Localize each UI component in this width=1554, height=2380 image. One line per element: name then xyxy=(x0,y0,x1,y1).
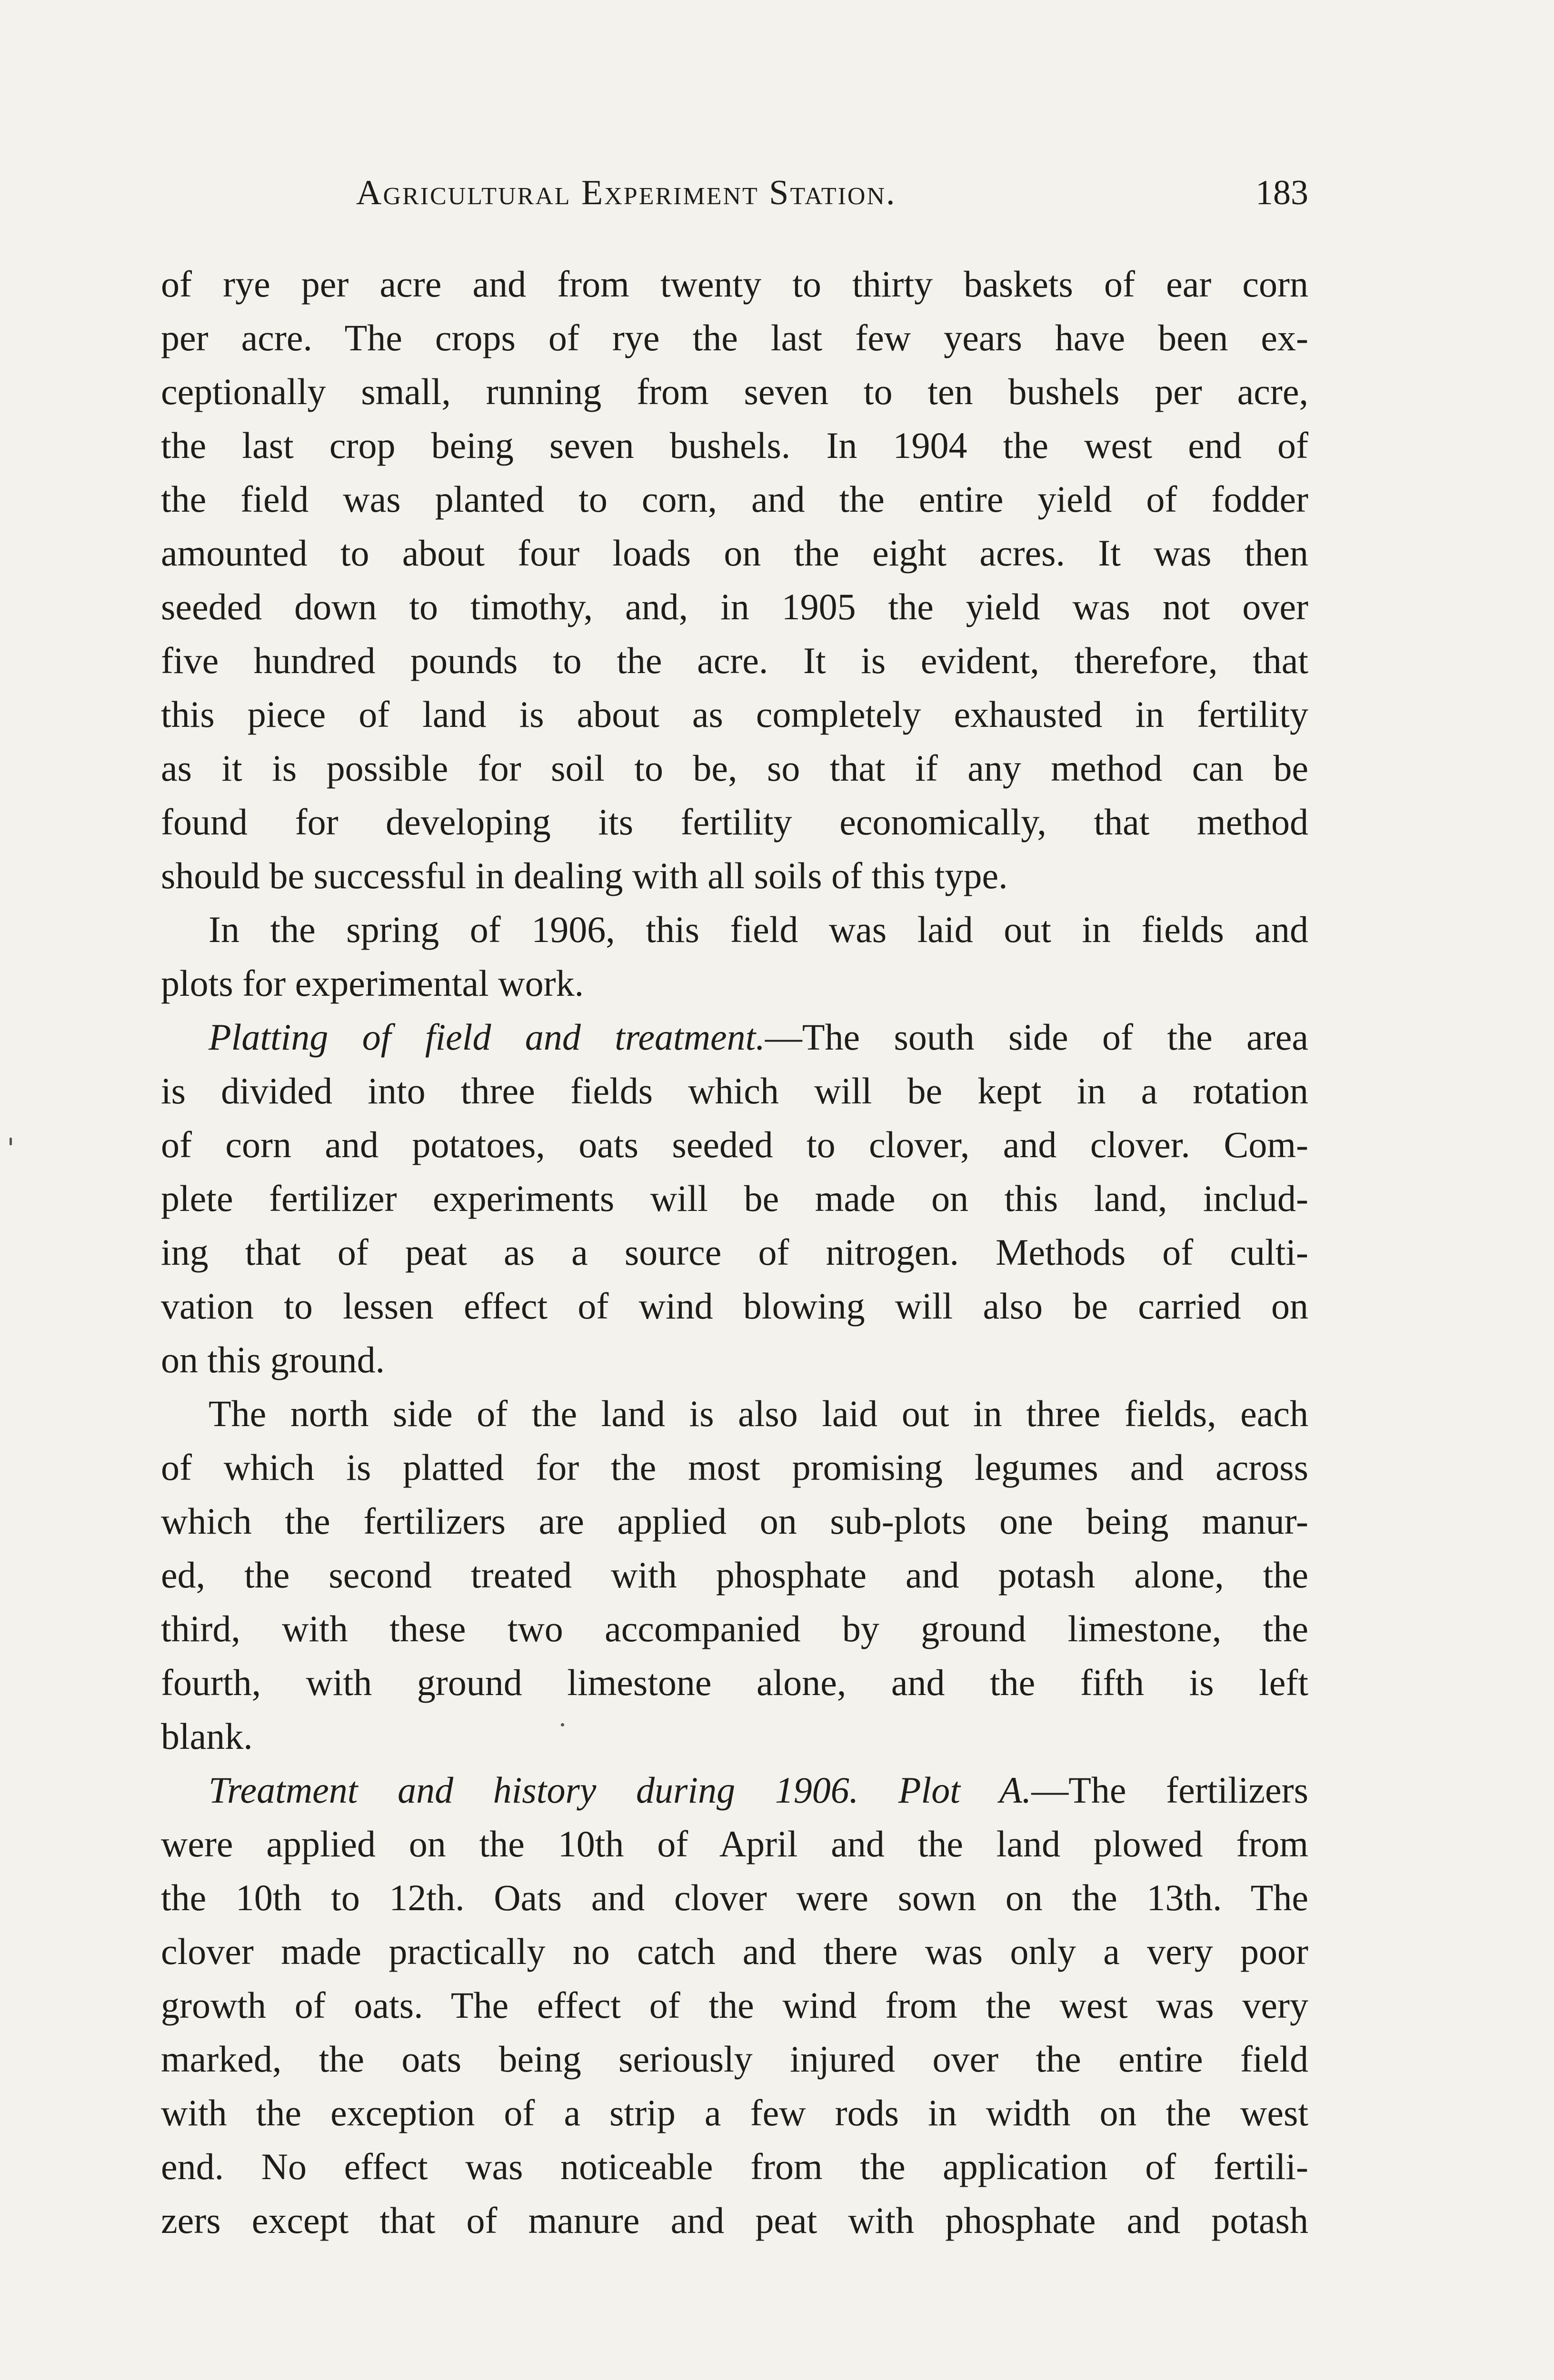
text-line: growth of oats. The effect of the wind from the west was very xyxy=(161,1984,1308,2026)
page-number: 183 xyxy=(1255,173,1308,212)
ink-speck xyxy=(10,1138,12,1145)
text-line: plete fertilizer experiments will be made on this land, includ- xyxy=(161,1178,1308,1219)
paragraph-4 xyxy=(161,1387,1308,1763)
text-line: per acre. The crops of rye the last few years have been ex- xyxy=(161,317,1308,358)
text-line: In the spring of 1906, this field was laid out in fields and xyxy=(209,909,1308,950)
ink-speck xyxy=(561,1723,564,1726)
text-line: this piece of land is about as completely exhausted in fertility xyxy=(161,694,1308,735)
text-line: plots for experimental work. xyxy=(161,962,584,1004)
text-line: blank. xyxy=(161,1716,253,1757)
text-line: clover made practically no catch and there was only a very poor xyxy=(161,1931,1308,1972)
text-line: amounted to about four loads on the eight acres. It was then xyxy=(161,532,1308,574)
text-line: found for developing its fertility economically, that method xyxy=(161,801,1308,843)
text-line: third, with these two accompanied by ground limestone, the xyxy=(161,1608,1308,1649)
text-line: is divided into three fields which will be kept in a rotation xyxy=(161,1070,1308,1111)
running-head: Agricultural Experiment Station. xyxy=(356,173,897,212)
text-line: vation to lessen effect of wind blowing will also be carried on xyxy=(161,1285,1308,1327)
page-body xyxy=(161,257,1308,2247)
text-line: end. No effect was noticeable from the application of fertili- xyxy=(161,2146,1308,2187)
italic-heading: Platting of field and treatment. xyxy=(209,1016,765,1058)
text-line: ceptionally small, running from seven to ten bushels per acre, xyxy=(161,371,1308,412)
text-line: The north side of the land is also laid out in three fields, each xyxy=(209,1393,1308,1434)
text-line: ing that of peat as a source of nitrogen. Methods of culti- xyxy=(161,1231,1308,1273)
text-line: as it is possible for soil to be, so that if any method can be xyxy=(161,747,1308,789)
paragraph-1 xyxy=(161,257,1308,902)
text-line: of which is platted for the most promising legumes and across xyxy=(161,1447,1308,1488)
text-line xyxy=(161,1010,1308,1064)
text-line: were applied on the 10th of April and the land plowed from xyxy=(161,1823,1308,1864)
paragraph-5 xyxy=(161,1763,1308,2247)
text-line: the field was planted to corn, and the entire yield of fodder xyxy=(161,478,1308,520)
text-line: zers except that of manure and peat with phosphate and potash xyxy=(161,2200,1308,2241)
text-line: fourth, with ground limestone alone, and the fifth is left xyxy=(161,1662,1308,1703)
page-header xyxy=(161,167,1308,219)
text-line: which the fertilizers are applied on sub-plots one being manur- xyxy=(161,1500,1308,1542)
italic-heading: Treatment and history during 1906. Plot A. xyxy=(209,1769,1032,1811)
text-line: with the exception of a strip a few rods in width on the west xyxy=(161,2092,1308,2133)
text-run: —The south side of the area xyxy=(765,1016,1308,1058)
text-line: of corn and potatoes, oats seeded to clover, and clover. Com- xyxy=(161,1124,1308,1165)
text-line xyxy=(161,1763,1308,1817)
text-line: of rye per acre and from twenty to thirty baskets of ear corn xyxy=(161,263,1308,305)
text-line: five hundred pounds to the acre. It is evident, therefore, that xyxy=(161,640,1308,681)
paragraph-2 xyxy=(161,902,1308,1010)
text-line: ed, the second treated with phosphate and potash alone, the xyxy=(161,1554,1308,1596)
text-run: —The fertilizers xyxy=(1031,1769,1308,1811)
text-line: should be successful in dealing with all soils of this type. xyxy=(161,855,1008,896)
text-line: marked, the oats being seriously injured over the entire field xyxy=(161,2038,1308,2080)
paragraph-3 xyxy=(161,1010,1308,1387)
text-line: on this ground. xyxy=(161,1339,385,1380)
text-line: the last crop being seven bushels. In 1904 the west end of xyxy=(161,425,1308,466)
text-line: the 10th to 12th. Oats and clover were sown on the 13th. The xyxy=(161,1877,1308,1918)
text-line: seeded down to timothy, and, in 1905 the yield was not over xyxy=(161,586,1308,627)
